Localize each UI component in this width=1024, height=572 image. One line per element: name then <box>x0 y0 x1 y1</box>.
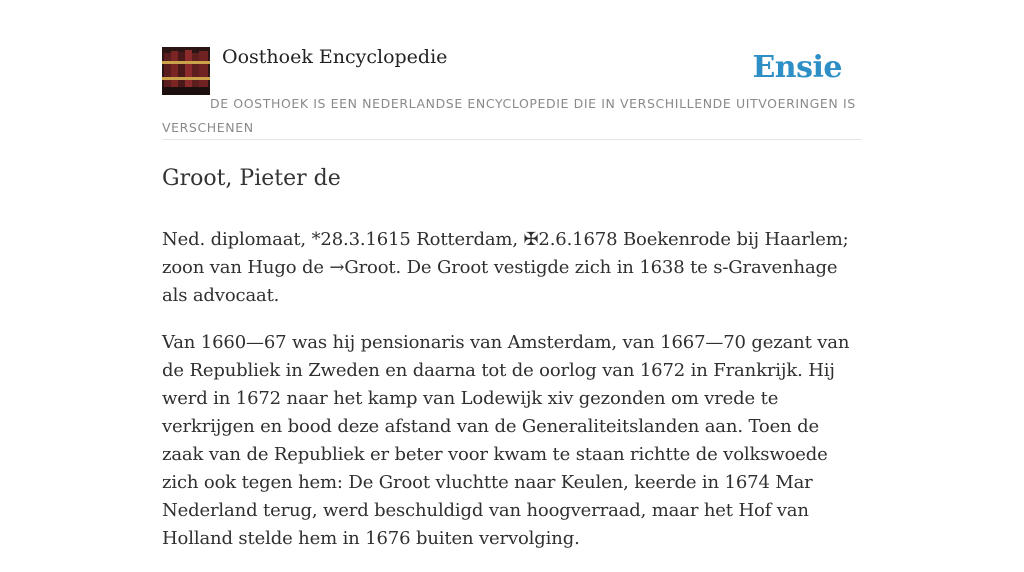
article-paragraph: Van 1660—67 was hij pensionaris van Amsterdam, van 1667—70 gezant van de Republiek in Zweden en daarna tot de oorlog van 1672 in Frankrijk. Hij werd in 1672 naar het kamp van Lodewijk xiv gezonden om vrede te verkrijgen en bood deze afstand van de Generaliteitslanden aan. Toen de zaak van de Republiek er beter voor kwam te staan richtte de volkswoede zich ook tegen hem: De Groot vluchtte naar Keulen, keerde in 1674 Mar Nederland terug, werd beschuldigd van hoogverraad, maar het Hof van Holland stelde hem in 1676 buiten vervolging. <box>162 332 850 549</box>
brand-logo[interactable]: Ensie <box>752 50 842 85</box>
article-paragraph: Ned. diplomaat, *28.3.1615 Rotterdam, ✠2.6.1678 Boekenrode bij Haarlem; zoon van Hugo de →Groot. De Groot vestigde zich in 1638 te s-Gravenhage als advocaat. <box>162 229 849 306</box>
site-name[interactable]: Oosthoek Encyclopedie <box>222 46 448 68</box>
site-tagline: DE OOSTHOEK IS EEN NEDERLANDSE ENCYCLOPEDIE DIE IN VERSCHILLENDE UITVOERINGEN IS VERSCHENEN <box>162 96 856 135</box>
article <box>162 160 862 572</box>
site-header <box>162 0 862 140</box>
encyclopedia-books-icon[interactable] <box>162 47 210 95</box>
article-title: Groot, Pieter de <box>162 166 341 191</box>
